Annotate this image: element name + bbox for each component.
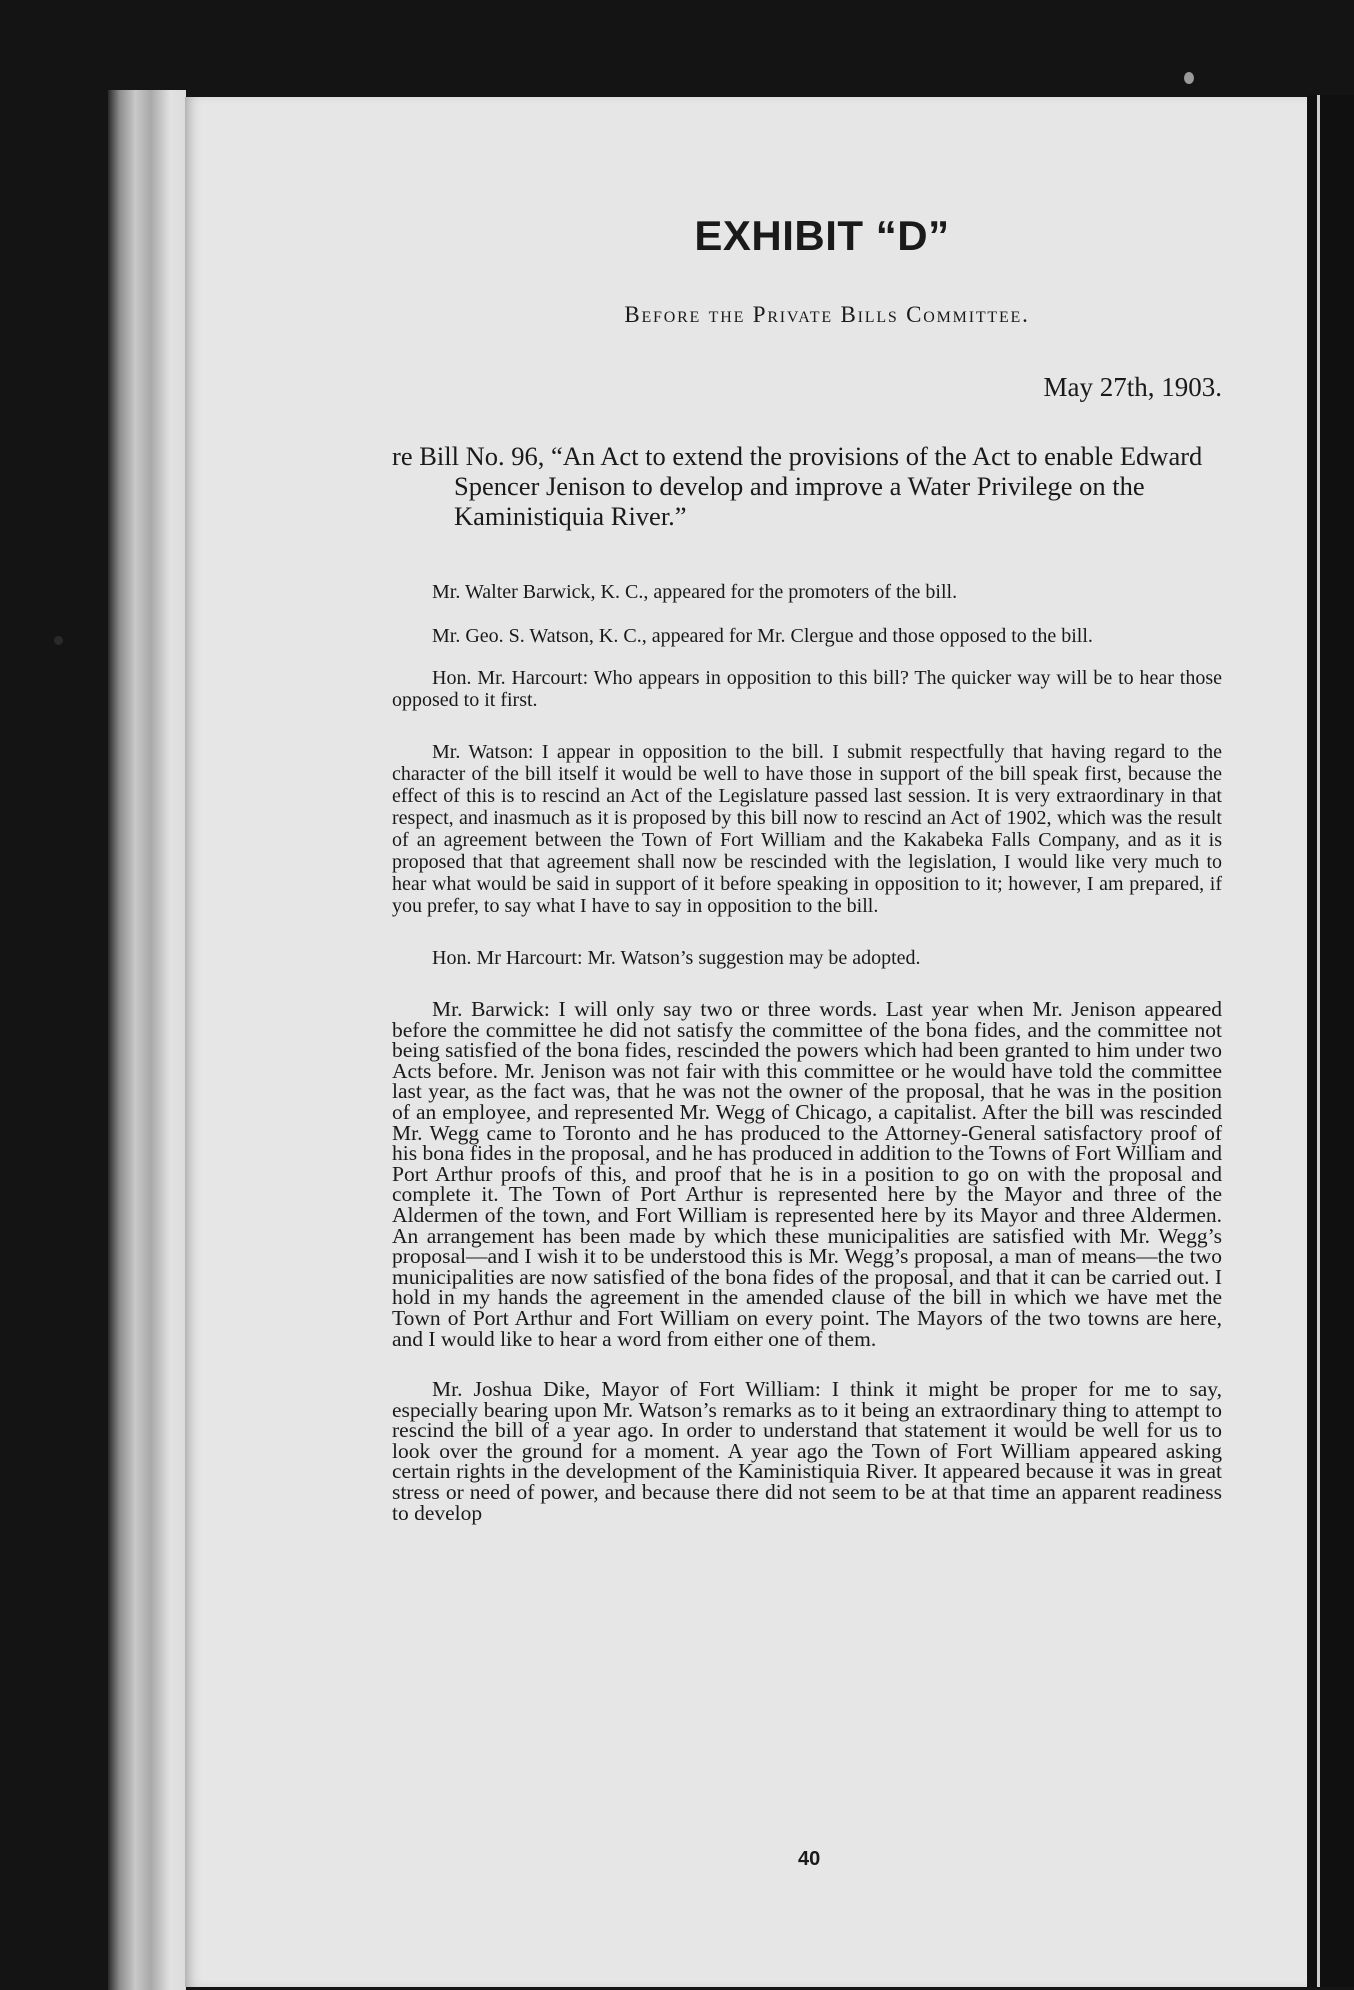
paragraph-watson-appearance: Mr. Geo. S. Watson, K. C., appeared for Mr. Clergue and those opposed to the bill. xyxy=(432,625,1093,647)
paragraph-barwick-appearance: Mr. Walter Barwick, K. C., appeared for the promoters of the bill. xyxy=(432,581,958,603)
hearing-date: May 27th, 1903. xyxy=(1043,372,1222,402)
paragraph-dike-statement: Mr. Joshua Dike, Mayor of Fort William: I think it might be proper for me to say, especially bearing upon Mr. Watson’s remarks as to it being an extraordinary thing to attempt to rescind the bill of a year ago. In order to understand that statement it would be well for us to look over the ground for a moment. A year ago the Town of Fort William appeared asking certain rights in the development of the Kaministiquia River. It appeared because it was in great stress or need of power, and because there did not seem to be at that time an apparent readiness to develop xyxy=(392,1377,1222,1525)
book-spine xyxy=(108,90,186,1990)
paragraph-watson-statement: Mr. Watson: I appear in opposition to the bill. I submit respectfully that having regard to the character of the bill itself it would be well to have those in support of the bill speak first, because the effect of this is to rescind an Act of the Legislature passed last session. It is very extraordinary in that respect, and inasmuch as it is proposed by this bill now to rescind an Act of 1902, which was the result of an agreement between the Town of Fort William and the Kakabeka Falls Company, and as it is proposed that that agreement shall now be rescinded with the legislation, I would like very much to hear what would be said in support of it before speaking in opposition to it; however, I am prepared, if you prefer, to say what I have to say in opposition to the bill. xyxy=(392,741,1222,917)
page-content xyxy=(392,212,1222,1523)
exhibit-title: EXHIBIT “D” xyxy=(694,212,950,259)
committee-heading: Before the Private Bills Committee. xyxy=(624,302,1030,327)
facing-page-edge xyxy=(1308,95,1354,1987)
paragraph-harcourt-question: Hon. Mr. Harcourt: Who appears in opposition to this bill? The quicker way will be to hear those opposed to it first. xyxy=(392,667,1222,711)
paragraph-harcourt-reply: Hon. Mr Harcourt: Mr. Watson’s suggestion may be adopted. xyxy=(432,947,921,969)
bill-reference: re Bill No. 96, “An Act to extend the provisions of the Act to enable Edward Spencer Jenison to develop and improve a Water Privilege on the Kaministiquia River.” xyxy=(392,441,1203,531)
facing-page-edge-line xyxy=(1317,95,1320,1987)
scan-speck xyxy=(1184,72,1194,84)
paragraph-barwick-statement: Mr. Barwick: I will only say two or three words. Last year when Mr. Jenison appeared before the committee he did not satisfy the committee of the bona fides, and the committee not being satisfied of the bona fides, rescinded the powers which had been granted to him under two Acts before. Mr. Jenison was not fair with this committee or he would have told the committee last year, as the fact was, that he was not the owner of the proposal, that he was in the position of an employee, and represented Mr. Wegg of Chicago, a capitalist. After the bill was rescinded Mr. Wegg came to Toronto and he has produced to the Attorney-General satisfactory proof of his bona fides in the proposal, and he has produced in addition to the Towns of Fort William and Port Arthur proofs of this, and proof that he is in a position to go on with the proposal and complete it. The Town of Port Arthur is represented here by the Mayor and three of the Aldermen of the town, and Fort William is represented here by its Mayor and three Aldermen. An arrangement has been made by which these municipalities are satisfied with Mr. Wegg’s proposal—and I wish it to be understood this is Mr. Wegg’s proposal, a man of means—the two municipalities are now satisfied of the bona fides of the proposal, and that it can be carried out. I hold in my hands the agreement in the amended clause of the bill in which we have met the Town of Port Arthur and Fort William on every point. The Mayors of the two towns are here, and I would like to hear a word from either one of them. xyxy=(392,997,1222,1351)
page-number: 40 xyxy=(798,1848,821,1870)
scan-speck xyxy=(54,636,63,645)
